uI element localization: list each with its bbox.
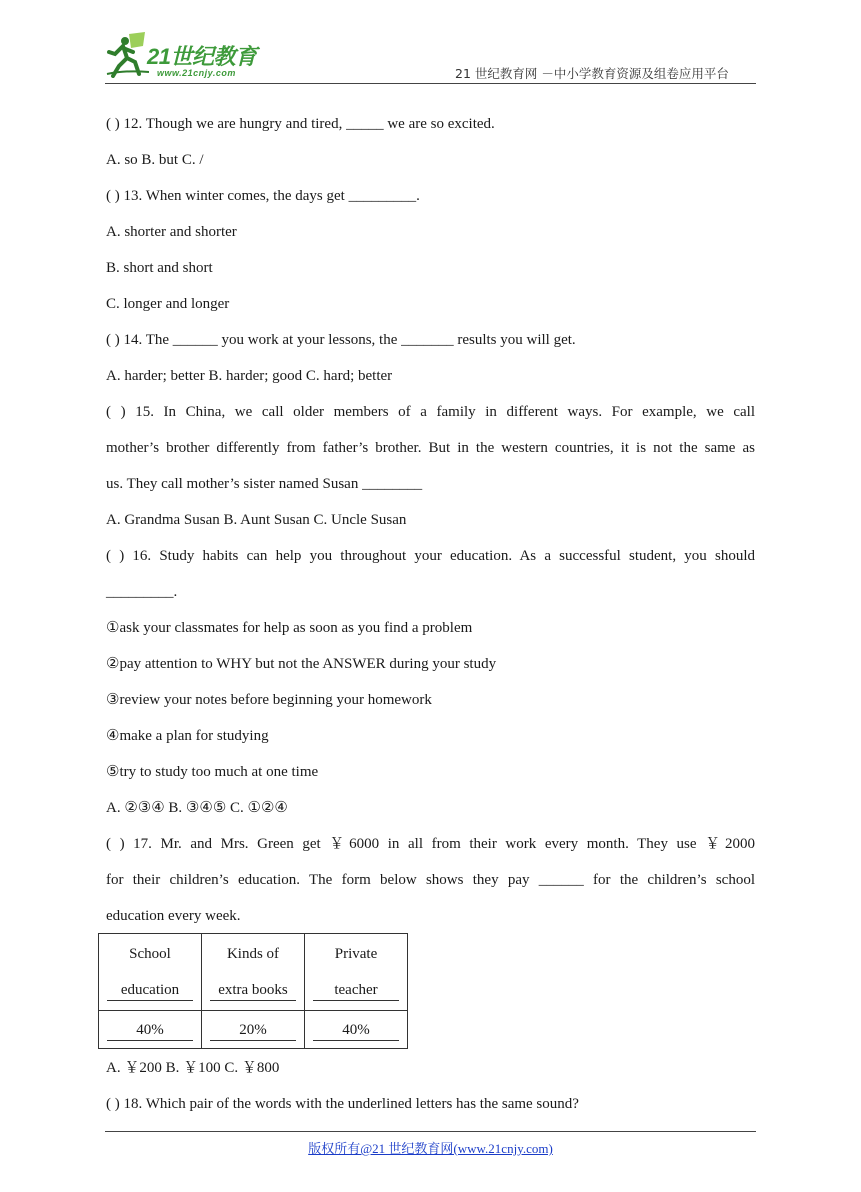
q14-stem: ( ) 14. The ______ you work at your lessons, the _______ results you will get. [106, 332, 576, 348]
table-cell: 40% [305, 1011, 408, 1049]
q17-line-3: education every week. [106, 908, 241, 924]
logo-url: www.21cnjy.com [157, 68, 236, 78]
q16-line-2: _________. [106, 584, 178, 600]
q16-item-3: ③review your notes before beginning your homework [106, 692, 432, 708]
q15-options: A. Grandma Susan B. Aunt Susan C. Uncle Susan [106, 512, 407, 528]
copyright-link[interactable]: 版权所有@21 世纪教育网(www.21cnjy.com) [308, 1141, 553, 1156]
q15-line-1: ( ) 15. In China, we call older members of a family in different ways. For example, we call [106, 404, 755, 420]
header-divider [105, 83, 756, 84]
q16-item-1: ①ask your classmates for help as soon as you find a problem [106, 620, 473, 636]
q16-options: A. ②③④ B. ③④⑤ C. ①②④ [106, 800, 288, 816]
q12-options: A. so B. but C. / [106, 152, 204, 168]
q16-line-1: ( ) 16. Study habits can help you throughout your education. As a successful student, you should [106, 548, 755, 564]
logo-wordmark: 21世纪教育 [147, 44, 257, 69]
table-cell: 20% [202, 1011, 305, 1049]
table-header-cell: School education [99, 934, 202, 1011]
expense-table [98, 933, 408, 1049]
table-header-cell: Private teacher [305, 934, 408, 1011]
q16-item-2: ②pay attention to WHY but not the ANSWER during your study [106, 656, 497, 672]
q18-stem: ( ) 18. Which pair of the words with the underlined letters has the same sound? [106, 1096, 579, 1112]
page-header [0, 0, 861, 90]
q13-option-b: B. short and short [106, 260, 213, 276]
site-title: 21 世纪教育网 －中小学教育资源及组卷应用平台 [455, 66, 729, 81]
runner-logo-icon [105, 32, 149, 78]
q14-options: A. harder; better B. harder; good C. hard; better [106, 368, 393, 384]
q17-options: A. ￥200 B. ￥100 C. ￥800 [106, 1060, 280, 1076]
q15-line-2: mother’s brother differently from father’s brother. But in the western countries, it is not the same as [106, 440, 755, 456]
table-header-row [99, 934, 408, 1011]
q13-stem: ( ) 13. When winter comes, the days get _________. [106, 188, 420, 204]
q15-line-3: us. They call mother’s sister named Susan ________ [106, 476, 423, 492]
q16-item-4: ④make a plan for studying [106, 728, 269, 744]
q12-stem: ( ) 12. Though we are hungry and tired, _____ we are so excited. [106, 116, 495, 132]
q13-option-a: A. shorter and shorter [106, 224, 237, 240]
table-cell: 40% [99, 1011, 202, 1049]
q17-line-1: ( ) 17. Mr. and Mrs. Green get ￥6000 in all from their work every month. They use ￥2000 [106, 836, 755, 852]
q16-item-5: ⑤try to study too much at one time [106, 764, 319, 780]
q17-line-2: for their children’s education. The form below shows they pay ______ for the children’s school [106, 872, 755, 888]
q13-option-c: C. longer and longer [106, 296, 230, 312]
site-logo[interactable] [105, 32, 285, 82]
table-row [99, 1011, 408, 1049]
footer-divider [105, 1131, 756, 1132]
table-header-cell: Kinds of extra books [202, 934, 305, 1011]
